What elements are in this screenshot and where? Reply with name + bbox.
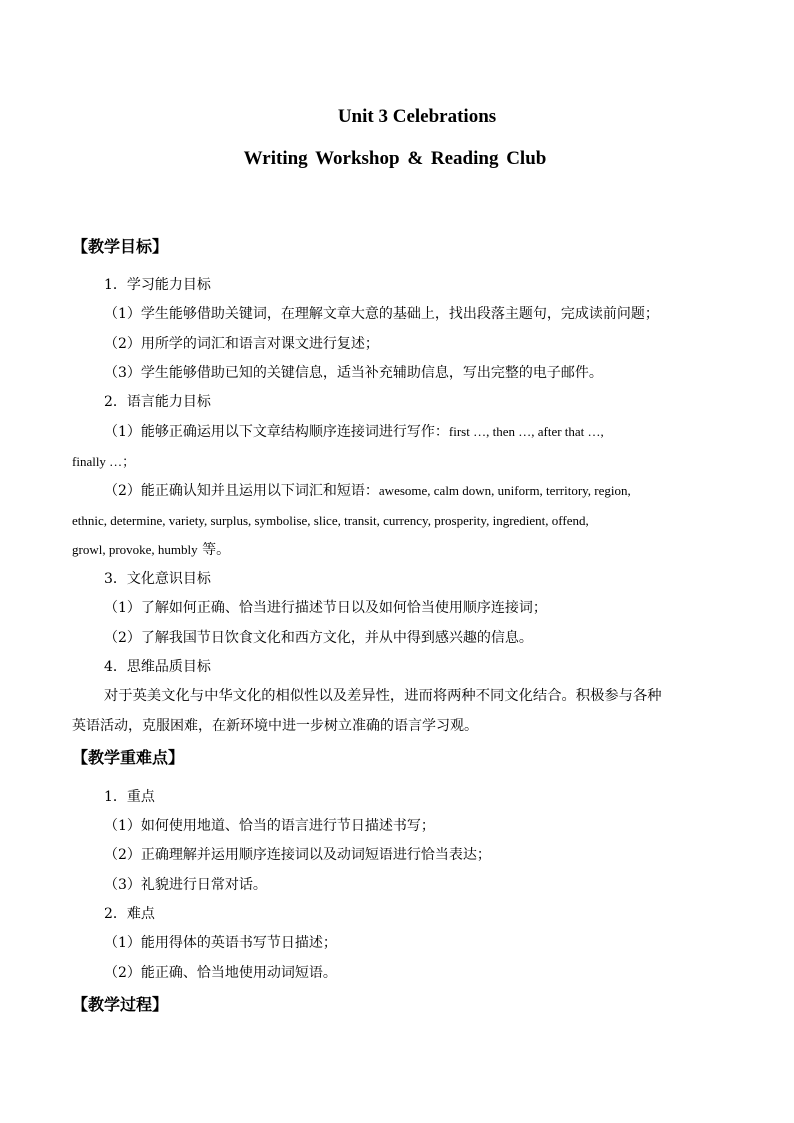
goal4-title: 4．思维品质目标 <box>104 659 211 675</box>
goal1-title: 1．学习能力目标 <box>104 277 211 293</box>
difficulty-item-2: （2）能正确、恰当地使用动词短语。 <box>104 965 337 981</box>
goal3-title: 3．文化意识目标 <box>104 571 211 587</box>
goal2-item-2-words: awesome, calm down, uniform, territory, region, <box>378 483 631 498</box>
section-heading-teaching-goals: 【教学目标】 <box>72 237 169 256</box>
key-item-2: （2）正确理解并运用顺序连接词以及动词短语进行恰当表达； <box>104 847 491 863</box>
document-title: Unit 3 Celebrations <box>337 106 497 127</box>
goal2-item-2-line-3 <box>72 541 230 559</box>
key-item-3: （3）礼貌进行日常对话。 <box>104 877 267 893</box>
goal2-item-2-line-2: ethnic, determine, variety, surplus, symbolise, slice, transit, currency, prosperity, ingredient, offend, <box>72 513 589 528</box>
goal1-item-2: （2）用所学的词汇和语言对课文进行复述； <box>104 336 379 352</box>
goal2-item-2-line-3-words: growl, provoke, humbly <box>72 542 198 557</box>
goal2-item-2 <box>104 482 631 500</box>
key-item-1: （1）如何使用地道、恰当的语言进行节日描述书写； <box>104 818 435 834</box>
document-subtitle: Writing Workshop & Reading Club <box>243 148 547 169</box>
difficulty-item-1: （1）能用得体的英语书写节日描述； <box>104 935 337 951</box>
goal2-item-2-text: （2）能正确认知并且运用以下词汇和短语： <box>104 483 379 499</box>
difficulty-title: 2．难点 <box>104 906 155 922</box>
goal2-item-1-continued: finally …； <box>72 454 136 469</box>
section-heading-teaching-process: 【教学过程】 <box>72 995 169 1014</box>
goal2-title: 2．语言能力目标 <box>104 394 211 410</box>
key-title: 1．重点 <box>104 789 155 805</box>
section-heading-key-difficult-points: 【教学重难点】 <box>72 748 185 767</box>
goal2-item-1-connectives: first …, then …, after that …, <box>448 424 604 439</box>
goal1-item-1: （1）学生能够借助关键词，在理解文章大意的基础上，找出段落主题句，完成读前问题； <box>104 306 659 322</box>
goal1-item-3: （3）学生能够借助已知的关键信息，适当补充辅助信息，写出完整的电子邮件。 <box>104 365 603 381</box>
goal2-item-1-text: （1）能够正确运用以下文章结构顺序连接词进行写作： <box>104 424 449 440</box>
goal2-item-1 <box>104 423 604 441</box>
goal3-item-2: （2）了解我国节日饮食文化和西方文化，并从中得到感兴趣的信息。 <box>104 630 533 646</box>
goal4-paragraph-line-1: 对于英美文化与中华文化的相似性以及差异性，进而将两种不同文化结合。积极参与各种 <box>104 688 662 704</box>
goal2-item-2-line-3-suffix: 等。 <box>197 542 231 558</box>
goal3-item-1: （1）了解如何正确、恰当进行描述节日以及如何恰当使用顺序连接词； <box>104 600 547 616</box>
goal4-paragraph-line-2: 英语活动，克服困难，在新环境中进一步树立准确的语言学习观。 <box>72 718 478 734</box>
